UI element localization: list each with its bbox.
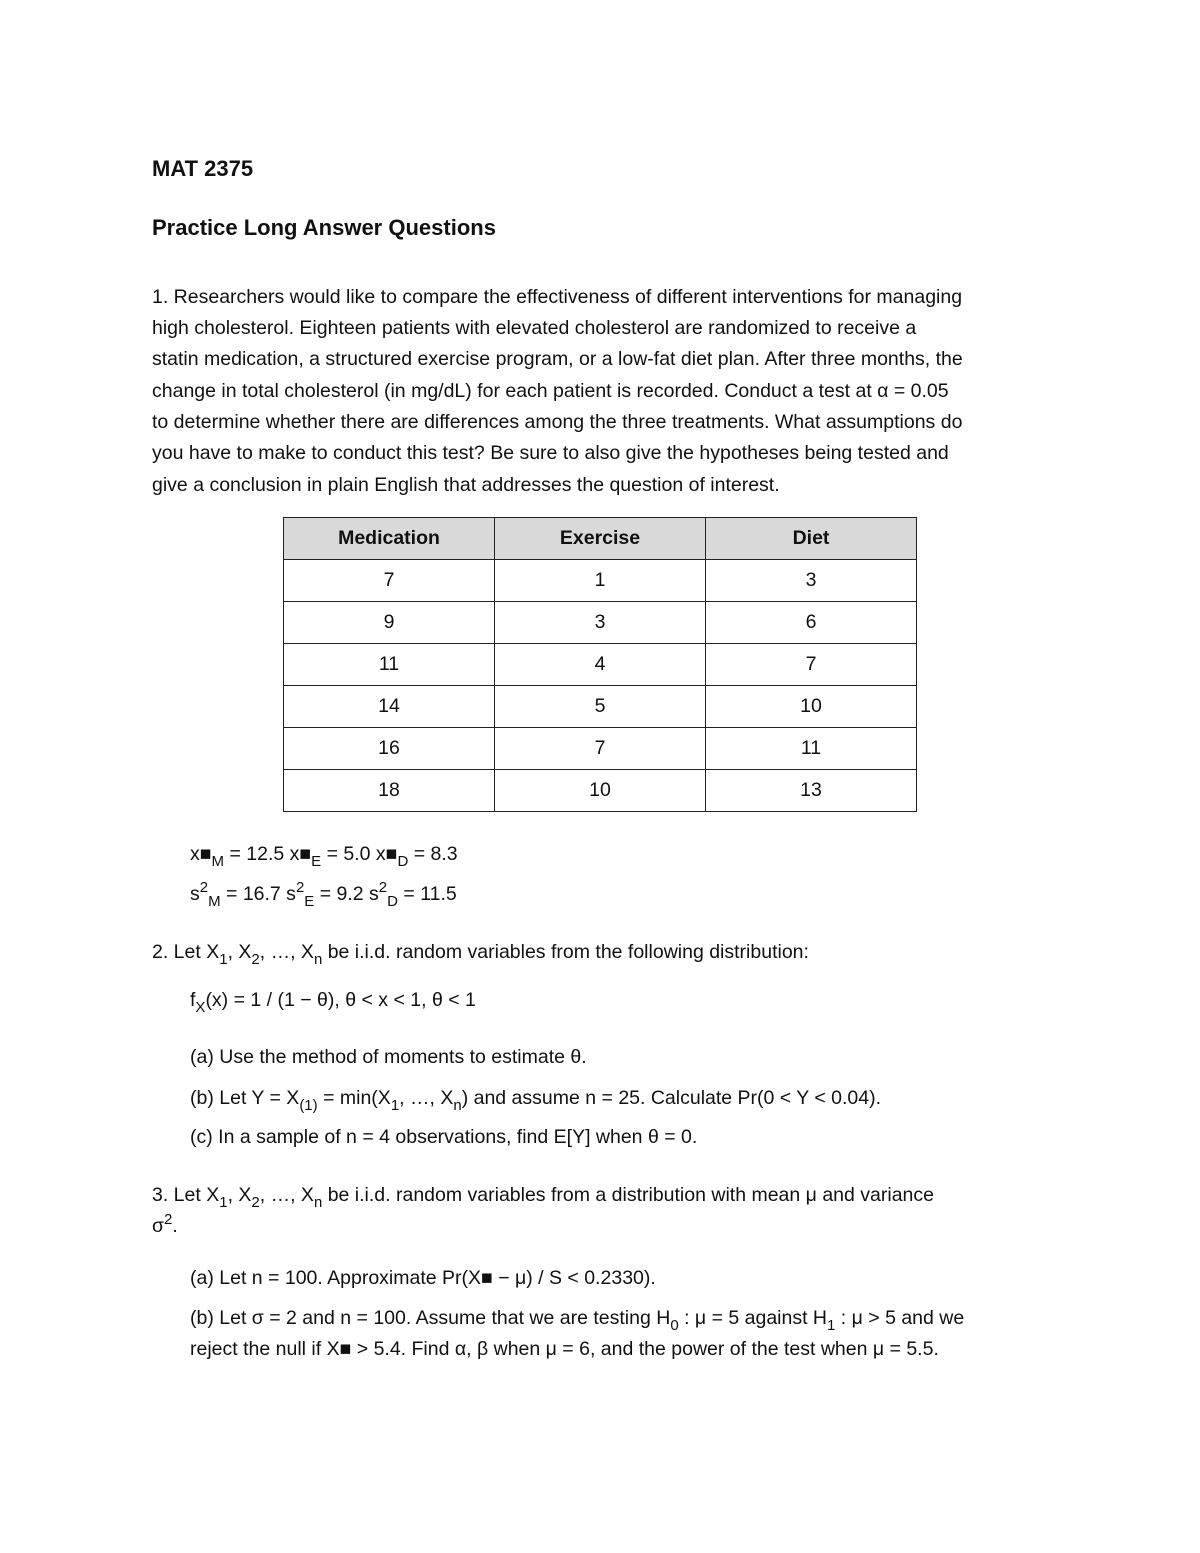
table-cell: 18 [284, 770, 495, 812]
sample-means [190, 842, 458, 870]
subscript: E [311, 853, 322, 870]
subscript: 1 [219, 1194, 228, 1211]
question-2b [190, 1086, 882, 1114]
table-cell: 1 [495, 560, 706, 602]
table-cell: 9 [284, 602, 495, 644]
subscript: M [208, 893, 221, 910]
text-segment: = 12.5 x■ [224, 843, 312, 865]
subscript: n [313, 951, 323, 968]
table-cell: 3 [706, 560, 917, 602]
question-3-intro [152, 1183, 934, 1211]
q1-line: give a conclusion in plain English that addresses the question of interest. [152, 474, 780, 496]
text-segment: 2. Let X [152, 941, 220, 963]
q1-line: high cholesterol. Eighteen patients with elevated cholesterol are randomized to receive a [152, 317, 917, 339]
text-segment: : μ = 5 against H [678, 1307, 828, 1329]
text-segment: (x) = 1 / (1 − θ), θ < x < 1, θ < 1 [205, 989, 476, 1011]
question-3b-cont [190, 1337, 939, 1361]
table-row [284, 686, 917, 728]
text-segment: be i.i.d. random variables from the following distribution: [322, 941, 809, 963]
superscript: 2 [295, 879, 305, 896]
subscript: D [397, 853, 409, 870]
table-cell: 6 [706, 602, 917, 644]
text-segment: , …, X [259, 1184, 314, 1206]
table-row [284, 644, 917, 686]
column-header: Exercise [495, 518, 706, 560]
text-segment: , X [227, 941, 252, 963]
q1-line: change in total cholesterol (in mg/dL) for each patient is recorded. Conduct a test at α = 0.05 [152, 380, 949, 402]
course-code: MAT 2375 [152, 156, 254, 181]
subscript: E [304, 893, 315, 910]
text-segment: = 8.3 [408, 843, 458, 865]
text-segment: : μ > 5 and we [835, 1307, 965, 1329]
table-cell: 14 [284, 686, 495, 728]
subscript: n [313, 1194, 323, 1211]
subscript: 1 [827, 1317, 836, 1334]
q1-line: you have to make to conduct this test? Be sure to also give the hypotheses being tested and [152, 442, 949, 464]
q1-line: statin medication, a structured exercise program, or a low-fat diet plan. After three months, the [152, 348, 963, 370]
text-segment: , …, X [259, 941, 314, 963]
text-segment: (b) Let Y = X [190, 1087, 300, 1109]
superscript: 2 [199, 879, 209, 896]
question-2-pdf [190, 988, 476, 1016]
subscript: n [453, 1097, 462, 1114]
question-3b [190, 1306, 965, 1334]
text-segment: , X [227, 1184, 252, 1206]
text-segment: (b) Let σ = 2 and n = 100. Assume that we are testing H [190, 1307, 671, 1329]
table-cell: 7 [706, 644, 917, 686]
table-cell: 11 [706, 728, 917, 770]
cholesterol-data-table [283, 517, 917, 812]
table-cell: 13 [706, 770, 917, 812]
text-segment: reject the null if X■ > 5.4. Find α, β when μ = 6, and the power of the test when μ = 5.5. [190, 1338, 939, 1360]
table-cell: 10 [706, 686, 917, 728]
question-3a [190, 1266, 656, 1290]
subscript: (1) [299, 1097, 318, 1114]
subscript: M [211, 853, 225, 870]
table-row [284, 560, 917, 602]
text-segment: f [190, 989, 196, 1011]
text-segment: = min(X [317, 1087, 391, 1109]
question-2a [190, 1045, 587, 1069]
subscript: D [387, 893, 398, 910]
table-row [284, 770, 917, 812]
subscript: 2 [251, 951, 260, 968]
table-cell: 10 [495, 770, 706, 812]
text-segment: = 11.5 [397, 883, 457, 905]
text-segment: , …, X [399, 1087, 454, 1109]
sample-variances [190, 879, 457, 910]
text-segment: x■ [190, 843, 212, 865]
table-header-row [284, 518, 917, 560]
superscript: 2 [164, 1211, 173, 1228]
table-cell: 11 [284, 644, 495, 686]
text-segment: 3. Let X [152, 1184, 220, 1206]
question-2-intro [152, 940, 809, 968]
text-segment: (a) Let n = 100. Approximate Pr(X■ − μ) / S < 0.2330). [190, 1267, 656, 1289]
table-cell: 16 [284, 728, 495, 770]
table-row [284, 728, 917, 770]
q1-line: 1. Researchers would like to compare the effectiveness of different interventions for managing [152, 286, 963, 308]
subscript: 1 [219, 951, 228, 968]
table-cell: 4 [495, 644, 706, 686]
text-segment: (c) In a sample of n = 4 observations, find E[Y] when θ = 0. [190, 1126, 698, 1148]
subscript: 1 [390, 1097, 400, 1114]
text-segment: = 5.0 x■ [321, 843, 398, 865]
subscript: 0 [670, 1317, 679, 1334]
subscript: X [195, 999, 206, 1016]
text-segment: be i.i.d. random variables from a distribution with mean μ and variance [322, 1184, 934, 1206]
text-segment: σ [152, 1215, 165, 1237]
column-header: Medication [284, 518, 495, 560]
text-segment: ) and assume n = 25. Calculate Pr(0 < Y < 0.04). [461, 1087, 882, 1109]
table-cell: 3 [495, 602, 706, 644]
q1-line: to determine whether there are differences among the three treatments. What assumptions do [152, 411, 963, 433]
table-cell: 7 [495, 728, 706, 770]
text-segment: = 16.7 s [220, 883, 296, 905]
table-cell: 5 [495, 686, 706, 728]
table-cell: 7 [284, 560, 495, 602]
superscript: 2 [378, 879, 388, 896]
subscript: 2 [251, 1194, 260, 1211]
table-row [284, 602, 917, 644]
text-segment: (a) Use the method of moments to estimate θ. [190, 1046, 587, 1068]
question-3-intro-cont [152, 1211, 178, 1238]
text-segment: s [190, 883, 200, 905]
question-2c [190, 1125, 697, 1149]
text-segment: . [172, 1215, 178, 1237]
text-segment: = 9.2 s [314, 883, 379, 905]
document-title: Practice Long Answer Questions [152, 215, 496, 240]
column-header: Diet [706, 518, 917, 560]
